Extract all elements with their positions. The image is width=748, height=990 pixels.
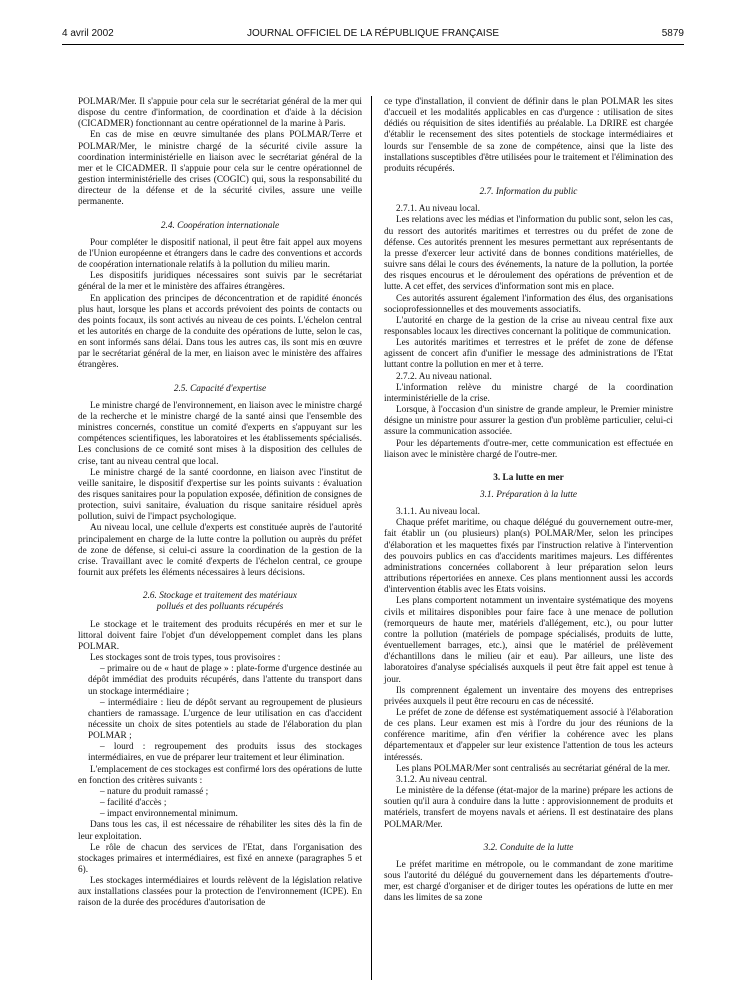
section-heading: 2.7. Information du public xyxy=(479,187,578,198)
paragraph: Dans tous les cas, il est nécessaire de réhabiliter les sites dès la fin de leur exploitation. xyxy=(78,820,362,842)
list-item: – lourd : regroupement des produits issus des stockages intermédiaires, en vue de préparer leur traitement et leur élimination. xyxy=(88,742,362,764)
paragraph: Le préfet maritime en métropole, ou le commandant de zone maritime sous l'autorité du délégué du gouvernement dans les départements d'outre-mer, est chargé d'organiser et de diriger toutes les opérations de lutte en mer dans les limites de sa zone xyxy=(384,859,673,904)
list-item: – impact environnemental minimum. xyxy=(100,809,238,820)
list-item: – facilité d'accès ; xyxy=(100,798,167,809)
paragraph: Chaque préfet maritime, ou chaque délégué du gouvernement outre-mer, fait établir un (ou plusieurs) plan(s) POLMAR/Mer, selon les principes d'élaboration et les maquettes fixés par l'instruction relative à l'intervention des pouvoirs publics en cas d'accidents maritimes majeurs. Les différentes administrations concernées collaborent à leur préparation selon leurs attributions répertoriées en annexe. Ces plans mentionnent aussi les accords d'intervention établis avec les Etats voisins. xyxy=(384,518,673,596)
paragraph: Les plans POLMAR/Mer sont centralisés au secrétariat général de la mer. xyxy=(396,763,670,774)
right-column xyxy=(384,97,673,904)
paragraph: Le ministre chargé de l'environnement, en liaison avec le ministre chargé de la recherche et le ministre chargé de la santé ainsi que l'ensemble des ministres concernés, constitue un comité d'experts en s'appuyant sur les compétences scientifiques, les laboratoires et les établissements spécialisés. Les conclusions de ce comité sont mises à la disposition des cellules de crise, tant au niveau central que local. xyxy=(78,400,362,467)
section-heading: 3.1. Préparation à la lutte xyxy=(479,490,578,500)
paragraph: Ces autorités assurent également l'information des élus, des organisations socioprofessionnelles et des mouvements associatifs. xyxy=(384,293,673,315)
paragraph: Pour compléter le dispositif national, il peut être fait appel aux moyens de l'Union européenne et étrangers dans le cadre des conventions et accords de coopération internationale relatifs à la pollution du milieu marin. xyxy=(78,237,362,271)
list-item: – primaire ou de « haut de plage » : plate-forme d'urgence destinée au dépôt immédiat des produits récupérés, dans l'attente du transport dans un stockage intermédiaire ; xyxy=(88,664,362,697)
paragraph: En application des principes de déconcentration et de rapidité énoncés plus haut, lorsque les plans et accords prévoient des points de contacts ou des points focaux, ils sont activés au niveau de ces points. L'échelon central et les autorités en charge de la conduite des opérations de lutte, selon le cas, en sont informés sans délai. Dans tous les autres cas, ils sont mis en œuvre par le secrétariat général de la mer, en liaison avec le ministère des affaires étrangères. xyxy=(78,293,362,371)
paragraph: L'information relève du ministre chargé de la coordination interministérielle de la crise. xyxy=(384,382,673,404)
chapter-heading: 3. La lutte en mer xyxy=(493,472,564,483)
paragraph: Les stockages intermédiaires et lourds relèvent de la législation relative aux installations classées pour la protection de l'environnement (ICPE). En raison de la durée des procédures d'autorisation de xyxy=(78,876,362,909)
section-heading: 3.2. Conduite de la lutte xyxy=(483,842,574,853)
section-heading: 2.4. Coopération internationale xyxy=(160,220,280,231)
paragraph: ce type d'installation, il convient de définir dans le plan POLMAR les sites d'accueil et les modalités applicables en cas d'urgence : utilisation de sites dédiés ou réquisition de sites identifiés au préalable. La DRIRE est chargée d'établir le recensement des sites potentiels de stockage intermédiaires et lourds sur l'ensemble de sa zone de compétence, ainsi que la liste des installations susceptibles d'être utilisées pour le traitement et l'élimination des produits récupérés. xyxy=(384,97,673,174)
section-heading-continued: pollués et des polluants récupérés xyxy=(156,602,284,613)
paragraph: L'autorité en charge de la gestion de la crise au niveau central fixe aux responsables locaux les directives concernant la politique de communication. xyxy=(384,315,673,337)
paragraph: Les dispositifs juridiques nécessaires sont suivis par le secrétariat général de la mer et le ministère des affaires étrangères. xyxy=(78,271,362,293)
paragraph: Le rôle de chacun des services de l'Etat, dans l'organisation des stockages primaires et intermédiaires, est fixé en annexe (paragraphes 5 et 6). xyxy=(78,842,362,875)
list-item: – nature du produit ramassé ; xyxy=(100,786,209,797)
header-date: 4 avril 2002 xyxy=(62,28,114,39)
paragraph: Le ministère de la défense (état-major de la marine) prépare les actions de soutien qu'il aura à conduire dans la lutte : approvisionnement de produits et matériels, transfert de moyens navals et aériens. Il est destinataire des plans POLMAR/Mer. xyxy=(384,786,673,830)
list-item: – intermédiaire : lieu de dépôt servant au regroupement de plusieurs chantiers de ramassage. L'urgence de leur utilisation en cas d'accident nécessite un choix de sites potentiels au stade de l'élaboration du plan POLMAR ; xyxy=(88,697,362,742)
paragraph: Les plans comportent notamment un inventaire systématique des moyens civils et militaires disponibles pour faire face à une menace de pollution (remorqueurs de haute mer, matériels d'allégement, etc.), ou pour lutter contre la pollution (matériels de pompage spécialisés, produits de lutte, éventuellement barrages, etc.), ainsi que le matériel de prélèvement d'échantillons dans le milieu (air et eau). Par ailleurs, une liste des laboratoires d'analyse spécialisés auxquels il peut être fait appel est tenue à jour. xyxy=(384,596,673,685)
paragraph: Le préfet de zone de défense est systématiquement associé à l'élaboration de ces plans. Leur examen est mis à l'ordre du jour des réunions de la conférence maritime, afin d'en vérifier la cohérence avec les plans départementaux et d'appeler sur leur existence l'attention de tous les acteurs intéressés. xyxy=(384,707,673,763)
header-rule xyxy=(62,44,684,45)
paragraph: POLMAR/Mer. Il s'appuie pour cela sur le secrétariat général de la mer qui dispose du centre d'information, de coordination et d'aide à la décision (CICADMER) fonctionnant au centre opérationnel de la marine à Paris. xyxy=(78,97,362,130)
subsection-heading: 3.1.1. Au niveau local. xyxy=(396,507,480,518)
left-column xyxy=(78,97,362,910)
page-number: 5879 xyxy=(661,28,684,39)
paragraph: Le stockage et le traitement des produits récupérés en mer et sur le littoral doivent faire l'objet d'un développement complet dans les plans POLMAR. xyxy=(78,619,362,652)
journal-title: JOURNAL OFFICIEL DE LA RÉPUBLIQUE FRANÇAISE xyxy=(246,28,500,39)
paragraph: Lorsque, à l'occasion d'un sinistre de grande ampleur, le Premier ministre désigne un ministre pour assurer la gestion d'un problème particulier, celui-ci assure la communication associée. xyxy=(384,405,673,438)
page-header xyxy=(62,28,684,42)
paragraph: Les autorités maritimes et terrestres et le préfet de zone de défense agissent de concert afin d'unifier le message des administrations de l'Etat luttant contre la pollution en mer et à terre. xyxy=(384,338,673,371)
paragraph: Le ministre chargé de la santé coordonne, en liaison avec l'institut de veille sanitaire, le dispositif d'expertise sur les points suivants : évaluation des risques sanitaires pour la population exposée, définition de consignes de protection, suivi sanitaire, évaluation du risque sanitaire résiduel après pollution, suivi de l'impact psychologique. xyxy=(78,467,362,523)
paragraph: En cas de mise en œuvre simultanée des plans POLMAR/Terre et POLMAR/Mer, le ministre chargé de la sécurité civile assure la coordination interministérielle en liaison avec le secrétariat général de la mer et le CICADMER. Il s'appuie pour cela sur le centre opérationnel de gestion interministérielle des crises (COGIC) qui, sous la responsabilité du directeur de la défense et de la sécurité civiles, assure une veille permanente. xyxy=(78,130,362,208)
column-divider xyxy=(371,96,372,980)
paragraph: Les stockages sont de trois types, tous provisoires : xyxy=(90,653,281,664)
paragraph: Pour les départements d'outre-mer, cette communication est effectuée en liaison avec le ministère chargé de l'outre-mer. xyxy=(384,438,673,460)
paragraph: Ils comprennent également un inventaire des moyens des entreprises privées auxquels il peut être recouru en cas de nécessité. xyxy=(384,685,673,707)
subsection-heading: 2.7.2. Au niveau national. xyxy=(396,371,492,382)
paragraph: Au niveau local, une cellule d'experts est constituée auprès de l'autorité principalement en charge de la lutte contre la pollution ou auprès du préfet de zone de défense, si celui-ci assure la coordination de la gestion de la crise. Travaillant avec le comité d'experts de l'échelon central, ce groupe fournit aux préfets les éléments nécessaires à leurs décisions. xyxy=(78,523,362,579)
section-heading: 2.6. Stockage et traitement des matériaux xyxy=(142,591,298,602)
subsection-heading: 2.7.1. Au niveau local. xyxy=(396,204,480,215)
paragraph: L'emplacement de ces stockages est confirmé lors des opérations de lutte en fonction des critères suivants : xyxy=(78,764,362,786)
subsection-heading: 3.1.2. Au niveau central. xyxy=(396,774,488,785)
section-heading: 2.5. Capacité d'expertise xyxy=(173,383,267,394)
paragraph: Les relations avec les médias et l'information du public sont, selon les cas, du ressort des autorités maritimes et terrestres ou du préfet de zone de défense. Ces autorités prennent les mesures permettant aux représentants de la presse d'exercer leur activité dans de bonnes conditions matérielles, de suivre sans délai le cours des événements, la nature de la pollution, la portée des risques encourus et le déroulement des opérations de prévention et de lutte. A cet effet, des services d'information sont mis en place. xyxy=(384,215,673,293)
